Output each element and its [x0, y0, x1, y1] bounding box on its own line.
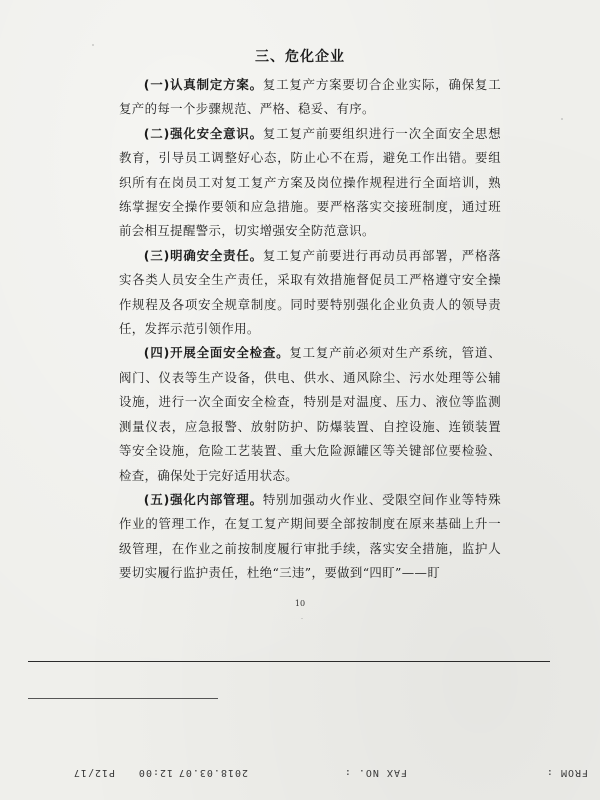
paragraph-1-text: 复工复产方案要切合企业实际，确保复工复产的每一个步骤规范、严格、稳妥、有序。 [119, 77, 502, 117]
paragraph-2-text: 复工复产前要组织进行一次全面安全思想教育，引导员工调整好心态，防止心不在焉，避免工作出错。要组织所有在岗员工对复工复产方案及岗位操作规程进行全面培训，熟练掌握安全操作要领和应急措施。要严格落实交接班制度，通过班前会相互提醒警示，切实增强安全防范意识。 [119, 125, 502, 239]
paragraph-2 [119, 122, 501, 244]
paragraph-3-text: 复工复产前要进行再动员再部署，严格落实各类人员安全生产责任，采取有效措施督促员工严格遵守安全操作规程及各项安全规章制度。同时要特别强化企业负责人的领导责任，发挥示范引领作用。 [119, 247, 502, 337]
fax-time: 12:00 [137, 767, 173, 778]
scan-speck [92, 44, 94, 46]
paragraph-2-lead: (二)强化安全意识。 [143, 125, 263, 141]
page-number: 10 [294, 599, 306, 608]
body-text [119, 73, 501, 586]
divider-line-short [28, 698, 218, 699]
paragraph-1-lead: (一)认真制定方案。 [143, 77, 263, 92]
paragraph-4-text: 复工复产前必须对生产系统，管道、阀门、仪表等生产设备，供电、供水、通风除尘、污水处理等公辅设施，进行一次全面安全检查，特别是对温度、压力、液位等监测测量仪表，应急报警、放射防护、防爆装置、自控设施、连锁装置等安全设施，危险工艺装置、重大危险源罐区等关键部位要检验、检查，确保处于完好适用状态。 [119, 345, 501, 483]
fax-number-label: FAX NO. : [343, 767, 407, 778]
divider-line [28, 661, 550, 662]
fax-date: 2018.03.07 [177, 767, 248, 778]
paragraph-3 [119, 244, 501, 342]
fax-from-label: FROM : [545, 767, 588, 778]
paragraph-1 [119, 73, 501, 122]
paragraph-5 [119, 488, 501, 586]
paragraph-4 [119, 341, 501, 487]
paragraph-5-lead: (五)强化内部管理。 [143, 491, 263, 507]
scan-speck [301, 618, 303, 619]
scan-speck [561, 118, 563, 120]
section-title: 三、危化企业 [255, 49, 345, 65]
paragraph-3-lead: (三)明确安全责任。 [143, 247, 263, 263]
paragraph-5-text: 特别加强动火作业、受限空间作业等特殊作业的管理工作，在复工复产期间要全部按制度在原来基础上升一级管理，在作业之前按制度履行审批手续，落实安全措施，监护人要切实履行监护责任，杜绝“三违”，要做到“四盯”——盯 [119, 491, 502, 581]
paragraph-4-lead: (四)开展全面安全检查。 [143, 345, 290, 361]
fax-page-count: P12/17 [72, 767, 115, 778]
